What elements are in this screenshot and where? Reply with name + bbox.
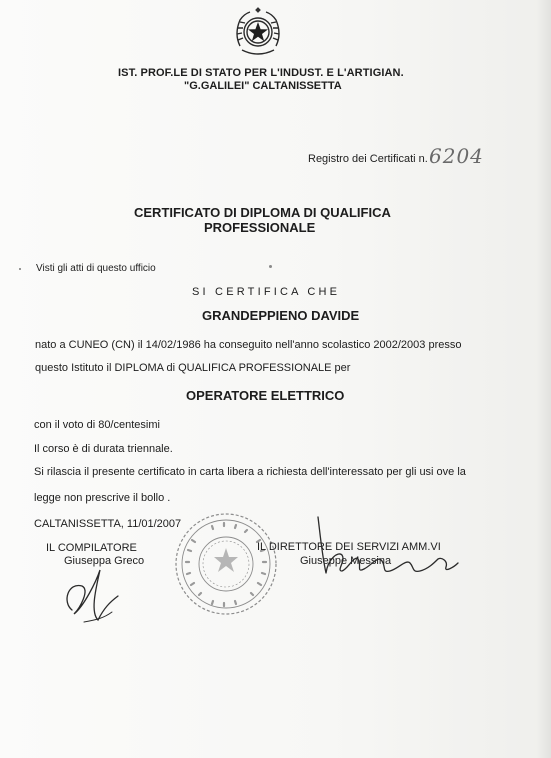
si-certifica-heading: SI CERTIFICA CHE bbox=[192, 286, 341, 298]
birth-and-school-year-line: nato a CUNEO (CN) il 14/02/1986 ha conseguito nell'anno scolastico 2002/2003 presso bbox=[35, 339, 462, 351]
registry-number: 6204 bbox=[429, 144, 484, 168]
italian-republic-emblem-icon bbox=[230, 6, 286, 62]
institute-name-line2: "G.GALILEI" CALTANISSETTA bbox=[184, 80, 342, 92]
certificate-title-line1: CERTIFICATO DI DIPLOMA DI QUALIFICA bbox=[134, 205, 391, 220]
stamp-duty-line: legge non prescrive il bollo . bbox=[34, 492, 171, 504]
holder-name: GRANDEPPIENO DAVIDE bbox=[202, 308, 360, 323]
grade-line: con il voto di 80/centesimi bbox=[34, 419, 160, 431]
compilatore-name: Giuseppa Greco bbox=[64, 555, 145, 567]
scan-dot bbox=[269, 265, 272, 268]
direttore-name: Giuseppe Messina bbox=[300, 555, 392, 567]
scan-shadow-edge bbox=[537, 0, 551, 758]
direttore-title: IL DIRETTORE DEI SERVIZI AMM.VI bbox=[257, 541, 441, 553]
registry-label: Registro dei Certificati n. bbox=[308, 153, 428, 165]
place-date: CALTANISSETTA, 11/01/2007 bbox=[34, 518, 182, 530]
visti-line: Visti gli atti di questo ufficio bbox=[36, 263, 156, 274]
official-round-stamp-icon bbox=[172, 510, 280, 618]
qualification-title: OPERATORE ELETTRICO bbox=[186, 388, 345, 403]
diploma-line: questo Istituto il DIPLOMA di QUALIFICA PROFESSIONALE per bbox=[35, 362, 351, 374]
compilatore-title: IL COMPILATORE bbox=[46, 542, 137, 554]
course-duration-line: Il corso è di durata triennale. bbox=[34, 443, 173, 455]
compilatore-signature-icon bbox=[60, 562, 150, 628]
direttore-signature-icon bbox=[312, 515, 460, 587]
certificate-title-line2: PROFESSIONALE bbox=[204, 220, 316, 235]
scan-speck bbox=[19, 268, 21, 270]
institute-name-line1: IST. PROF.LE DI STATO PER L'INDUST. E L'ARTIGIAN. bbox=[118, 67, 404, 79]
issuance-line: Si rilascia il presente certificato in carta libera a richiesta dell'interessato per gli usi ove la bbox=[34, 466, 466, 478]
